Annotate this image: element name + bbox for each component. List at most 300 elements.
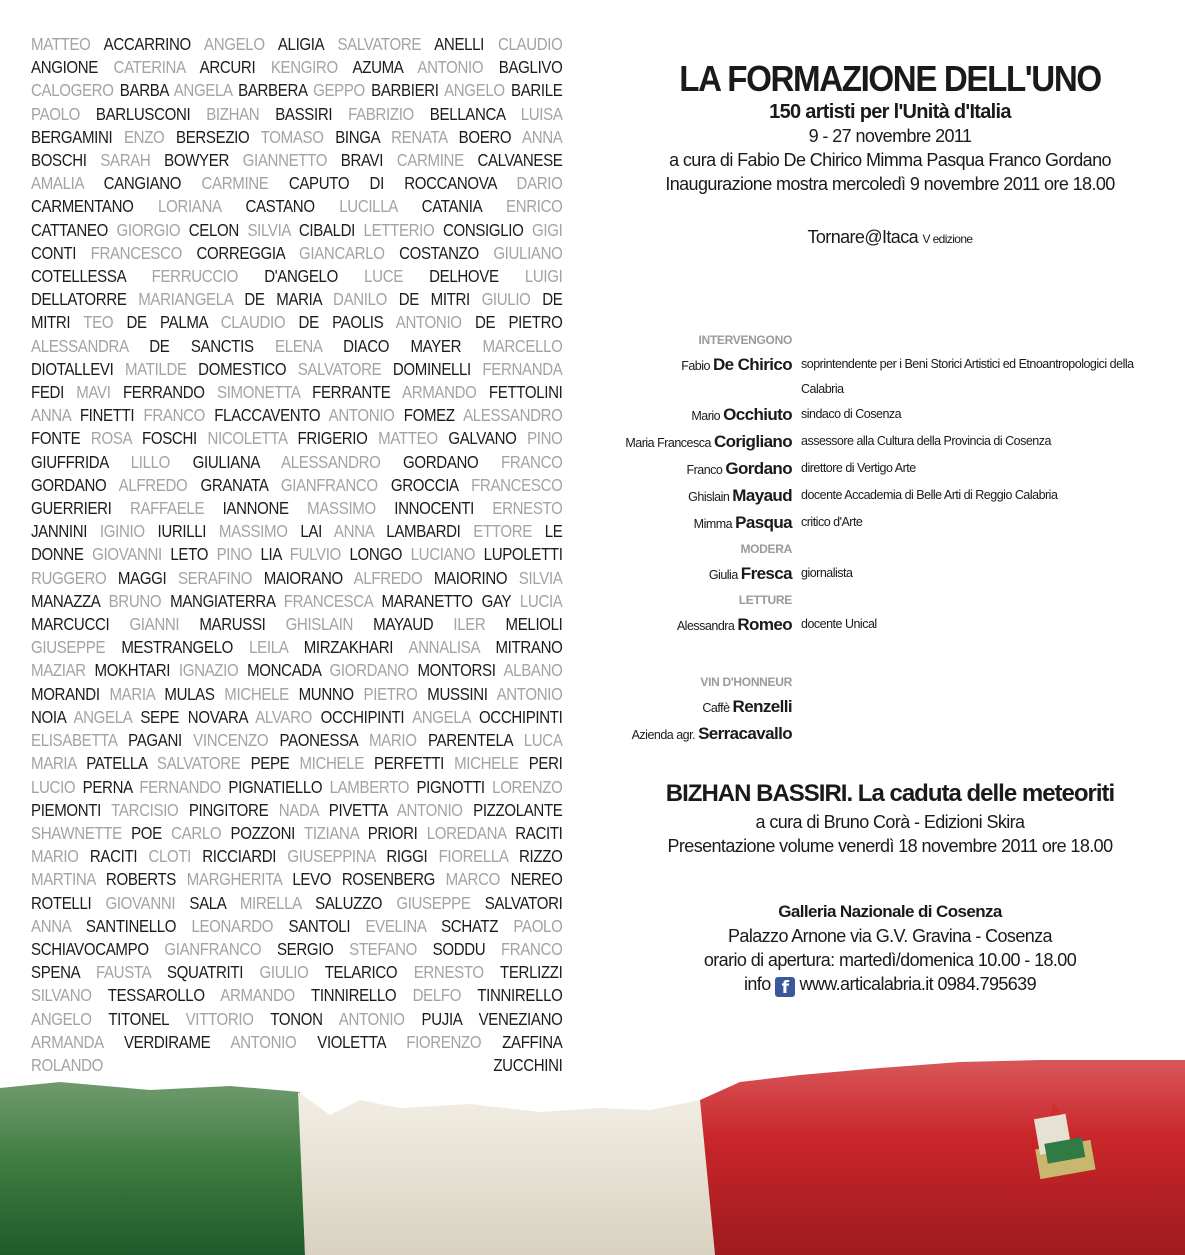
artist-last-name: LONGO [349, 544, 403, 565]
artists-line [31, 590, 562, 613]
artist-first-name: FAUSTA [95, 962, 151, 983]
artist-last-name: PEPE [250, 753, 290, 774]
artist-last-name: DE MARIA [244, 289, 322, 310]
artist-last-name: SCHATZ [441, 915, 499, 936]
artist-last-name: MUNNO [298, 683, 354, 704]
artist-last-name: DE PIETRO [474, 312, 563, 333]
artists-list [31, 33, 563, 1077]
artist-first-name: FIORENZO [406, 1031, 482, 1052]
artists-line [31, 799, 562, 822]
artist-last-name: SANCTIS [190, 335, 254, 356]
artist-first-name: FRANCO [500, 451, 563, 472]
artist-last-name: TITONEL [108, 1008, 169, 1029]
artist-first-name: ANTONIO [395, 312, 462, 333]
speaker-name [600, 483, 792, 510]
artist-first-name: GEPPO [313, 80, 365, 101]
artist-last-name: CALVANESE [477, 150, 563, 171]
artist-first-name: FRANCESCO [90, 242, 182, 263]
artist-last-name: MONCADA [247, 660, 321, 681]
label-letture: LETTURE [738, 593, 792, 607]
artist-first-name: NADA [278, 799, 319, 820]
artist-last-name: PAONESSA [279, 730, 358, 751]
artist-first-name: SARAH [100, 150, 151, 171]
subtitle: 150 artisti per l'Unità d'Italia [769, 101, 1011, 123]
flag-red-band [700, 1060, 1185, 1255]
artist-first-name: GIUSEPPE [31, 637, 106, 658]
artist-first-name: VITTORIO [185, 1008, 254, 1029]
speaker-role: giornalista [801, 566, 853, 580]
artist-first-name: ANNA [333, 521, 374, 542]
artist-last-name: NEREO [510, 869, 563, 890]
artist-last-name: ROTELLI [31, 892, 92, 913]
artist-last-name: CATTANEO [31, 219, 108, 240]
artist-last-name: RACITI [515, 822, 563, 843]
artist-first-name: GIORGIO [116, 219, 181, 240]
artist-last-name: MORANDI [31, 683, 100, 704]
artist-first-name: ANTONIO [338, 1008, 405, 1029]
artist-first-name: DANILO [333, 289, 388, 310]
artist-last-name: FRIGERIO [297, 428, 368, 449]
artist-first-name: ALESSANDRA [31, 335, 128, 356]
speaker-row [600, 612, 1160, 639]
artist-first-name: GIUSEPPE [396, 892, 471, 913]
artist-first-name: BRUNO [108, 590, 162, 611]
artists-line [31, 219, 562, 242]
artist-first-name: LUCE [364, 266, 403, 287]
artist-last-name: PIGNOTTI [416, 776, 485, 797]
artist-first-name: ANGELA [73, 706, 132, 727]
artists-line [31, 126, 562, 149]
artist-first-name: ENZO [123, 126, 165, 147]
artist-first-name: LUISA [520, 103, 563, 124]
artist-first-name: SHAWNETTE [31, 822, 122, 843]
artist-last-name: FONTE [31, 428, 81, 449]
artists-line [31, 729, 562, 752]
artists-line [31, 149, 562, 172]
artist-first-name: MARIANGELA [138, 289, 233, 310]
artist-last-name: PERFETTI [374, 753, 445, 774]
artist-first-name: ERNESTO [492, 498, 563, 519]
artist-first-name: SALVATORE [156, 753, 241, 774]
artist-first-name: ROLANDO [31, 1054, 104, 1075]
artist-first-name: EVELINA [365, 915, 426, 936]
artist-last-name: ANGIONE [31, 57, 99, 78]
artist-first-name: LUIGI [524, 266, 563, 287]
artist-last-name: LE [544, 521, 563, 542]
artist-first-name: MARIA [109, 683, 155, 704]
artist-first-name: FRANCO [500, 938, 563, 959]
artist-last-name: TESSAROLLO [107, 985, 205, 1006]
artist-last-name: CARMENTANO [31, 196, 134, 217]
artist-last-name: POZZONI [230, 822, 295, 843]
artist-first-name: GIANCARLO [299, 242, 385, 263]
artist-last-name: BASSIRI [275, 103, 333, 124]
speaker-last: Romeo [737, 615, 792, 634]
artist-first-name: CLOTI [148, 846, 192, 867]
artist-first-name: FIORELLA [438, 846, 508, 867]
artist-first-name: GIOVANNI [92, 544, 162, 565]
artist-first-name: LEONARDO [191, 915, 274, 936]
artist-first-name: MATTEO [378, 428, 438, 449]
gallery-address: Palazzo Arnone via G.V. Gravina - Cosenza [728, 926, 1052, 946]
speaker-row [600, 510, 1160, 537]
artist-last-name: BINGA [335, 126, 380, 147]
artist-first-name: ANTONIO [230, 1031, 297, 1052]
artist-first-name: GIANFRANCO [280, 474, 378, 495]
speaker-last: Fresca [740, 564, 792, 583]
artist-first-name: MARIA [31, 753, 77, 774]
info-label: info [744, 974, 771, 994]
artist-last-name: TINNIRELLO [310, 985, 397, 1006]
artist-last-name: LETO [170, 544, 209, 565]
artist-first-name: LAMBERTO [329, 776, 410, 797]
speaker-role: direttore di Vertigo Arte [801, 461, 916, 475]
artist-last-name: TELARICO [324, 962, 398, 983]
speaker-name [600, 510, 792, 537]
artist-last-name: MAYER [410, 335, 462, 356]
artist-first-name: ETTORE [473, 521, 532, 542]
flag-white-band [298, 1092, 715, 1255]
artist-first-name: LORIANA [158, 196, 221, 217]
artist-first-name: MARGHERITA [186, 869, 282, 890]
speaker-role: docente Accademia di Belle Arti di Reggio Calabria [801, 488, 1058, 502]
artist-last-name: VIOLETTA [317, 1031, 386, 1052]
artist-last-name: BARBERA [238, 80, 307, 101]
speaker-row [600, 429, 1160, 456]
gallery-hours: orario di apertura: martedì/domenica 10.00 - 18.00 [703, 950, 1077, 970]
artist-first-name: ERNESTO [413, 962, 484, 983]
artist-last-name: GIUFFRIDA [31, 451, 109, 472]
artist-first-name: TARCISIO [111, 799, 179, 820]
artist-first-name: FRANCO [143, 405, 205, 426]
artist-last-name: TONON [270, 1008, 323, 1029]
tornare-itaca [600, 226, 1180, 250]
artist-last-name: RICCIARDI [202, 846, 277, 867]
artist-first-name: FABRIZIO [348, 103, 414, 124]
artist-last-name: PIVETTA [328, 799, 388, 820]
artist-last-name: MULAS [164, 683, 215, 704]
artist-first-name: PINO [216, 544, 253, 565]
artists-line [31, 358, 562, 381]
artist-first-name: ELISABETTA [31, 730, 117, 751]
speaker-name [600, 352, 792, 379]
artist-first-name: LEILA [249, 637, 288, 658]
speaker-first: Mimma [693, 517, 733, 531]
artists-line [31, 915, 562, 938]
artist-first-name: FULVIO [289, 544, 341, 565]
speaker-role: critico d'Arte [801, 515, 863, 529]
artist-last-name: TERLIZZI [500, 962, 563, 983]
artist-first-name: CATERINA [113, 57, 185, 78]
artists-line [31, 1008, 562, 1031]
artist-first-name: MASSIMO [307, 498, 376, 519]
artist-first-name: PIETRO [363, 683, 418, 704]
artist-first-name: ANNA [31, 915, 71, 936]
artist-last-name: INNOCENTI [394, 498, 474, 519]
artist-last-name: IANNONE [222, 498, 289, 519]
artist-first-name: SALVATORE [297, 358, 382, 379]
vin-d-honneur [600, 670, 1160, 748]
artist-first-name: ENRICO [506, 196, 563, 217]
artist-last-name: NOVARA [187, 706, 248, 727]
artist-last-name: DE PALMA [126, 312, 208, 333]
speaker-last: De Chirico [712, 355, 792, 374]
artist-first-name: CARLO [171, 822, 222, 843]
artist-last-name: GORDANO [31, 474, 107, 495]
artist-first-name: ANGELO [204, 34, 265, 54]
artist-last-name: GRANATA [200, 474, 268, 495]
artist-last-name: SCHIAVOCAMPO [31, 938, 149, 959]
artist-last-name: FOSCHI [142, 428, 197, 449]
artists-line [31, 961, 562, 984]
artist-last-name: CORREGGIA [196, 242, 285, 263]
artist-last-name: BERSEZIO [176, 126, 250, 147]
artist-first-name: ALFREDO [118, 474, 188, 495]
artist-first-name: SILVIA [247, 219, 291, 240]
artist-first-name: ANTONIO [417, 57, 484, 78]
artist-last-name: DOMINELLI [392, 358, 471, 379]
artist-last-name: LAMBARDI [386, 521, 461, 542]
speaker-name [600, 402, 792, 429]
artist-last-name: MITRANO [495, 637, 563, 658]
artist-last-name: DE MITRI [398, 289, 470, 310]
artist-last-name: MUSSINI [427, 683, 488, 704]
artist-first-name: ALESSANDRO [463, 405, 563, 426]
artist-last-name: PRIORI [367, 822, 418, 843]
artist-last-name: PARENTELA [427, 730, 513, 751]
artist-last-name: FEDI [31, 382, 64, 403]
artist-first-name: RENATA [391, 126, 448, 147]
artists-line [31, 265, 562, 288]
artist-first-name: LUCIANO [410, 544, 476, 565]
artist-last-name: CIBALDI [298, 219, 355, 240]
artist-first-name: ILER [453, 614, 486, 635]
artist-last-name: BOERO [458, 126, 512, 147]
artist-last-name: MITRI [31, 312, 71, 333]
artist-last-name: MONTORSI [417, 660, 496, 681]
artist-first-name: LILLO [130, 451, 171, 472]
artist-first-name: IGNAZIO [178, 660, 239, 681]
artist-first-name: DARIO [516, 173, 563, 194]
artist-last-name: MELIOLI [505, 614, 563, 635]
artist-last-name: SPENA [31, 962, 80, 983]
artist-first-name: ANNA [522, 126, 563, 147]
artist-last-name: GROCCIA [390, 474, 458, 495]
artist-last-name: RACITI [89, 846, 138, 867]
artist-last-name: DELLATORRE [31, 289, 127, 310]
artists-line [31, 706, 562, 729]
artist-first-name: PAOLO [513, 915, 563, 936]
artist-first-name: MARIO [31, 846, 79, 867]
artist-first-name: LUCILLA [339, 196, 398, 217]
artist-last-name: BELLANCA [429, 103, 505, 124]
artist-last-name: BOWYER [164, 150, 229, 171]
artist-last-name: AZUMA [352, 57, 403, 78]
artist-first-name: MIRELLA [239, 892, 301, 913]
artist-first-name: GIANNETTO [242, 150, 328, 171]
artist-last-name: MAYAUD [373, 614, 434, 635]
artist-last-name: ROCCANOVA [404, 173, 497, 194]
artist-last-name: GAY [481, 590, 511, 611]
artist-last-name: CANGIANO [103, 173, 182, 194]
artist-first-name: IGINIO [99, 521, 145, 542]
artist-last-name: ARCURI [199, 57, 256, 78]
artist-last-name: RIGGI [386, 846, 428, 867]
artist-first-name: CARMINE [201, 173, 269, 194]
page-title: LA FORMAZIONE DELL'UNO [679, 58, 1101, 99]
artist-last-name: GORDANO [403, 451, 479, 472]
speaker-last: Gordano [725, 459, 792, 478]
contact-info: www.articalabria.it 0984.795639 [799, 974, 1036, 994]
label-modera: MODERA [740, 542, 792, 556]
artist-first-name: ANGELO [444, 80, 505, 101]
artists-line [31, 636, 562, 659]
artist-last-name: CONSIGLIO [442, 219, 524, 240]
artist-first-name: GIULIANO [493, 242, 563, 263]
artist-first-name: SALVATORE [337, 34, 422, 54]
artist-last-name: ACCARRINO [103, 34, 191, 54]
artist-first-name: SERAFINO [177, 567, 253, 588]
artist-last-name: PAGANI [128, 730, 182, 751]
artist-last-name: SQUATRITI [166, 962, 244, 983]
artist-last-name: DIACO [343, 335, 390, 356]
artists-line [31, 288, 562, 311]
artist-last-name: GALVANO [448, 428, 517, 449]
speaker-role: assessore alla Cultura della Provincia di Cosenza [801, 434, 1051, 448]
artists-line [31, 103, 562, 126]
artist-first-name: GIANFRANCO [164, 938, 262, 959]
artist-last-name: DE PAOLIS [298, 312, 384, 333]
artist-first-name: VINCENZO [193, 730, 269, 751]
artist-first-name: FERNANDA [482, 358, 563, 379]
speaker-row [600, 402, 1160, 429]
artist-first-name: ANTONIO [328, 405, 395, 426]
artist-last-name: COTELLESSA [31, 266, 126, 287]
artist-last-name: PIEMONTI [31, 799, 101, 820]
artist-last-name: MAIORANO [263, 567, 343, 588]
artist-first-name: CLAUDIO [498, 34, 563, 54]
artist-last-name: OCCHIPINTI [478, 706, 563, 727]
artist-first-name: MICHELE [454, 753, 519, 774]
artist-last-name: MAIORINO [433, 567, 508, 588]
artist-first-name: MARCELLO [482, 335, 563, 356]
artists-line [31, 845, 562, 868]
artist-last-name: PERI [528, 753, 563, 774]
artists-line [31, 1031, 562, 1054]
artist-last-name: LAI [300, 521, 322, 542]
artists-line [31, 659, 562, 682]
artist-first-name: CLAUDIO [220, 312, 286, 333]
artists-line [31, 520, 562, 543]
artist-last-name: MARCUCCI [31, 614, 110, 635]
speaker-name [600, 561, 792, 588]
sponsor-last: Serracavallo [698, 724, 792, 743]
artist-first-name: LETTERIO [363, 219, 435, 240]
artist-last-name: SANTOLI [288, 915, 351, 936]
artist-first-name: AMALIA [31, 173, 84, 194]
book-curator: a cura di Bruno Corà - Edizioni Skira [755, 812, 1025, 832]
artist-last-name: VENEZIANO [478, 1008, 563, 1029]
book-presentation-info: Presentazione volume venerdì 18 novembre 2011 ore 18.00 [667, 836, 1113, 856]
artist-first-name: GIANNI [129, 614, 180, 635]
artist-last-name: BARILE [511, 80, 563, 101]
artist-first-name: MARIO [368, 730, 417, 751]
artist-first-name: ELENA [274, 335, 322, 356]
artist-first-name: LUCIO [31, 776, 76, 797]
artist-first-name: FERRUCCIO [151, 266, 239, 287]
artist-first-name: MAZIAR [31, 660, 86, 681]
artist-first-name: ALESSANDRO [281, 451, 381, 472]
artist-first-name: ANGELO [31, 1008, 92, 1029]
artists-line [31, 242, 562, 265]
label-intervengono: INTERVENGONO [698, 333, 792, 347]
artist-first-name: NICOLETTA [207, 428, 287, 449]
artist-last-name: ZUCCHINI [493, 1054, 563, 1075]
artists-line [31, 567, 562, 590]
artist-first-name: MAVI [76, 382, 111, 403]
artist-last-name: BARLUSCONI [95, 103, 191, 124]
artist-first-name: SIMONETTA [217, 382, 300, 403]
facebook-icon[interactable]: f [775, 977, 795, 997]
artists-line [31, 451, 562, 474]
speaker-first: Ghislain [688, 490, 730, 504]
artists-line [31, 474, 562, 497]
artist-last-name: FETTOLINI [488, 382, 563, 403]
curators: a cura di Fabio De Chirico Mimma Pasqua Franco Gordano [669, 150, 1111, 170]
artist-last-name: FINETTI [79, 405, 135, 426]
artist-last-name: FLACCAVENTO [214, 405, 321, 426]
artist-last-name: BRAVI [340, 150, 384, 171]
artists-line [31, 613, 562, 636]
sponsor-row [600, 721, 1160, 748]
artist-first-name: DELFO [412, 985, 462, 1006]
artists-line [31, 984, 562, 1007]
artist-first-name: ALFREDO [353, 567, 423, 588]
artist-last-name: LUPOLETTI [483, 544, 563, 565]
artist-last-name: MANAZZA [31, 590, 100, 611]
artist-first-name: FRANCESCA [283, 590, 373, 611]
tornare-edition: V edizione [922, 232, 973, 246]
artist-last-name: MOKHTARI [94, 660, 171, 681]
artist-first-name: MASSIMO [218, 521, 288, 542]
speaker-name [600, 612, 792, 639]
artist-first-name: TEO [83, 312, 114, 333]
artist-first-name: TOMASO [260, 126, 324, 147]
artists-line [31, 195, 562, 218]
speaker-first: Fabio [681, 359, 710, 373]
artist-last-name: FOMEZ [403, 405, 455, 426]
artist-last-name: SANTINELLO [85, 915, 177, 936]
sponsor-name [600, 694, 792, 721]
artist-last-name: D'ANGELO [264, 266, 338, 287]
artist-first-name: KENGIRO [270, 57, 338, 78]
artist-last-name: SALUZZO [315, 892, 383, 913]
artist-first-name: GIULIO [259, 962, 309, 983]
artist-last-name: MESTRANGELO [121, 637, 233, 658]
artist-last-name: MARANETTO [381, 590, 473, 611]
sponsor-row [600, 694, 1160, 721]
speaker-first: Mario [691, 409, 721, 423]
artist-last-name: DONNE [31, 544, 84, 565]
artist-first-name: FRANCESCO [471, 474, 563, 495]
sponsor-name [600, 721, 792, 748]
artist-last-name: DELHOVE [429, 266, 499, 287]
gallery-name: Galleria Nazionale di Cosenza [778, 902, 1002, 921]
artist-first-name: ARMANDO [402, 382, 477, 403]
artist-last-name: MARUSSI [199, 614, 266, 635]
book-title: BIZHAN BASSIRI. La caduta delle meteoriti [665, 780, 1115, 807]
artist-last-name: PIZZOLANTE [473, 799, 563, 820]
